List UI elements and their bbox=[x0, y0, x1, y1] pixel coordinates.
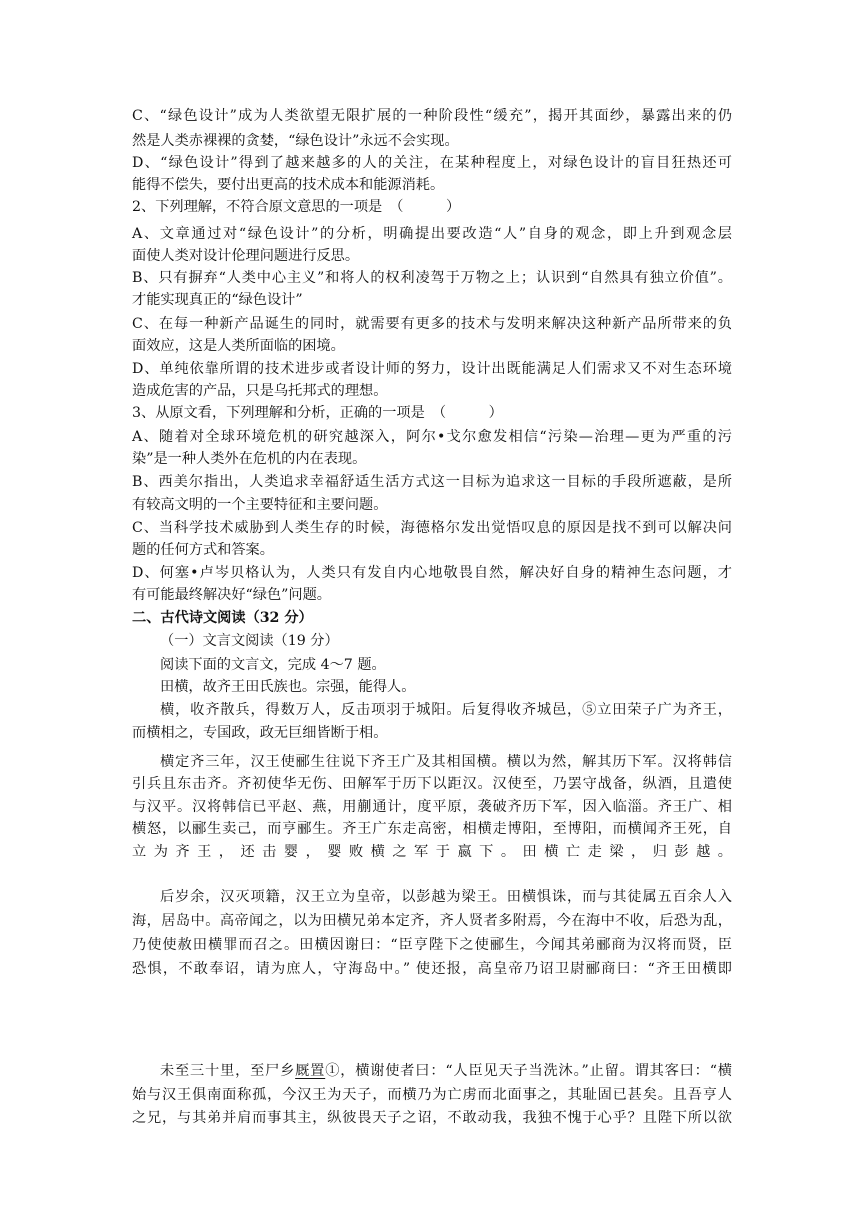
passage-line: 乃使使赦田横罪而召之。田横因谢曰：“臣亨陛下之使郦生，今闻其弟郦商为汉将而贤，臣 bbox=[132, 937, 732, 953]
footnoted-term: 厩置 bbox=[295, 1063, 326, 1079]
q3-stem: 3、从原文看，下列理解和分析，正确的一项是 （ ） bbox=[132, 405, 503, 421]
q2-option-c-line1: C、在每一种新产品诞生的同时，就需要有更多的技术与发明来解决这种新产品所带来的负 bbox=[132, 316, 732, 332]
passage-line: 始与汉王俱南面称孤，今汉王为天子，而横乃为亡虏而北面事之，其耻固已甚矣。且吾亨人 bbox=[132, 1087, 732, 1103]
passage-line: 横定齐三年，汉王使郦生往说下齐王广及其相国横。横以为然，解其历下军。汉将韩信 bbox=[160, 754, 732, 770]
q2-stem: 2、下列理解，不符合原文意思的一项是 （ ） bbox=[132, 199, 461, 215]
passage-line: 而横相之，专国政，政无巨细皆断于相。 bbox=[132, 725, 388, 741]
passage-line: 横怒，以郦生卖己，而亨郦生。齐王广东走高密，相横走博阳，至博阳，而横闻齐王死，自 bbox=[132, 821, 732, 837]
q2-option-d-line1: D、单纯依靠所谓的技术进步或者设计师的努力，设计出既能满足人们需求又不对生态环境 bbox=[132, 361, 732, 377]
section-heading: 二、古代诗文阅读（32 分） bbox=[132, 610, 313, 626]
instruction: 阅读下面的文言文，完成 4～7 题。 bbox=[160, 657, 386, 673]
q3-option-a-line1: A、随着对全球环境危机的研究越深入，阿尔•戈尔愈发相信“污染—治理—更为严重的污 bbox=[132, 429, 732, 445]
q2-option-b-line1: B、只有摒弃“人类中心主义”和将人的权利凌驾于万物之上；认识到“自然具有独立价值”。 bbox=[132, 270, 732, 286]
passage-text: ①，横谢使者曰：“人臣见天子当洗沐。”止留。谓其客曰：“横 bbox=[325, 1063, 732, 1079]
q2-option-a-line2: 面使人类对设计伦理问题进行反思。 bbox=[132, 248, 360, 264]
passage-line: 与汉平。汉将韩信已平赵、燕，用蒯通计，度平原，袭破齐历下军，因入临淄。齐王广、相 bbox=[132, 799, 732, 815]
passage-line bbox=[160, 1061, 732, 1081]
q3-option-b-line1: B、西美尔指出，人类追求幸福舒适生活方式这一目标为追求这一目标的手段所遮蔽，是所 bbox=[132, 474, 732, 490]
q3-option-b-line2: 有较高文明的一个主要特征和主要问题。 bbox=[132, 497, 388, 513]
q1-option-d-line2: 能得不偿失，要付出更高的技术成本和能源消耗。 bbox=[132, 177, 445, 193]
q2-option-a-line1: A、文章通过对“绿色设计”的分析，明确提出要改造“人”自身的观念，即上升到观念层 bbox=[132, 226, 732, 242]
passage-line: 横，收齐散兵，得数万人，反击项羽于城阳。后复得收齐城邑，⑤立田荣子广为齐王， bbox=[160, 702, 732, 718]
subsection-heading: （一）文言文阅读（19 分） bbox=[160, 633, 339, 649]
passage-line: 之兄，与其弟并肩而事其主，纵彼畏天子之诏，不敢动我，我独不愧于心乎？且陛下所以欲 bbox=[132, 1110, 732, 1126]
passage-line: 后岁余，汉灭项籍，汉王立为皇帝，以彭越为梁王。田横惧诛，而与其徒属五百余人入 bbox=[160, 889, 732, 905]
q3-option-d-line2: 有可能最终解决好“绿色”问题。 bbox=[132, 587, 331, 603]
passage-line: 田横，故齐王田氏族也。宗强，能得人。 bbox=[160, 679, 416, 695]
passage-line: 海，居岛中。高帝闻之，以为田横兄弟本定齐，齐人贤者多附焉，今在海中不收，后恐为乱， bbox=[132, 913, 732, 929]
q3-option-c-line1: C、当科学技术威胁到人类生存的时候，海德格尔发出觉悟叹息的原因是找不到可以解决问 bbox=[132, 520, 732, 536]
q3-option-a-line2: 染”是一种人类外在危机的内在表现。 bbox=[132, 451, 367, 467]
q2-option-c-line2: 面效应，这是人类所面临的困境。 bbox=[132, 338, 345, 354]
passage-line: 恐惧，不敢奉诏，请为庶人，守海岛中。” 使还报，高皇帝乃诏卫尉郦商曰：“齐王田横即 bbox=[132, 961, 732, 977]
passage-line: 立为齐王，还击婴，婴败横之军于嬴下。田横亡走梁，归彭越。 bbox=[132, 844, 732, 860]
q1-option-c-line1: C、“绿色设计”成为人类欲望无限扩展的一种阶段性“缓充”，揭开其面纱，暴露出来的仍 bbox=[132, 108, 732, 124]
q3-option-c-line2: 题的任何方式和答案。 bbox=[132, 542, 274, 558]
q2-option-b-line2: 才能实现真正的“绿色设计” bbox=[132, 292, 303, 308]
q3-option-d-line1: D、何塞•卢岑贝格认为，人类只有发自内心地敬畏自然，解决好自身的精神生态问题，才 bbox=[132, 565, 732, 581]
q1-option-d-line1: D、“绿色设计”得到了越来越多的人的关注，在某种程度上，对绿色设计的盲目狂热还可 bbox=[132, 155, 732, 171]
q2-option-d-line2: 造成危害的产品，只是乌托邦式的理想。 bbox=[132, 383, 388, 399]
passage-line: 引兵且东击齐。齐初使华无伤、田解军于历下以距汉。汉使至，乃罢守战备，纵酒，且遣使 bbox=[132, 776, 732, 792]
q1-option-c-line2: 然是人类赤裸裸的贪婪，“绿色设计”永远不会实现。 bbox=[132, 133, 459, 149]
passage-text: 未至三十里，至尸乡 bbox=[160, 1063, 296, 1079]
